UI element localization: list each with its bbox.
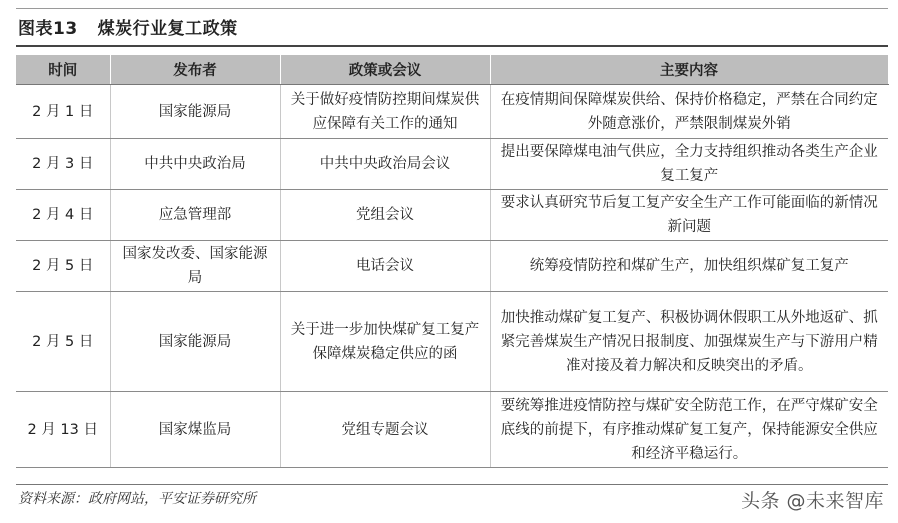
cell-content: 统筹疫情防控和煤矿生产，加快组织煤矿复工复产	[490, 241, 888, 292]
header-publisher: 发布者	[110, 55, 280, 85]
header-date: 时间	[16, 55, 110, 85]
figure-caption: 煤炭行业复工政策	[97, 19, 238, 39]
cell-content: 加快推动煤矿复工复产、积极协调休假职工从外地返矿、抓紧完善煤炭生产情况日报制度、加强煤炭生产与下游用户精准对接及着力解决和反映突出的矛盾。	[490, 292, 888, 392]
cell-content: 要求认真研究节后复工复产安全生产工作可能面临的新情况新问题	[490, 190, 888, 241]
table-row	[16, 85, 888, 139]
cell-content: 在疫情期间保障煤炭供给、保持价格稳定，严禁在合同约定外随意涨价，严禁限制煤炭外销	[490, 85, 888, 139]
cell-date: 2 月 1 日	[16, 85, 110, 139]
source-note: 资料来源：政府网站，平安证券研究所	[18, 491, 256, 507]
cell-publisher: 国家发改委、国家能源局	[110, 241, 280, 292]
cell-date: 2 月 5 日	[16, 241, 110, 292]
top-rule	[16, 8, 888, 9]
header-content: 主要内容	[490, 55, 888, 85]
cell-policy: 中共中央政治局会议	[280, 139, 490, 190]
cell-policy: 关于进一步加快煤矿复工复产保障煤炭稳定供应的函	[280, 292, 490, 392]
table-row	[16, 190, 888, 241]
cell-policy: 关于做好疫情防控期间煤炭供应保障有关工作的通知	[280, 85, 490, 139]
cell-policy: 党组会议	[280, 190, 490, 241]
watermark: 头条 @未来智库	[740, 490, 884, 512]
cell-publisher: 应急管理部	[110, 190, 280, 241]
cell-content: 要统筹推进疫情防控与煤矿安全防范工作，在严守煤矿安全底线的前提下，有序推动煤矿复工复产，保持能源安全供应和经济平稳运行。	[490, 392, 888, 468]
source-rule	[16, 484, 888, 485]
cell-content: 提出要保障煤电油气供应，全力支持组织推动各类生产企业复工复产	[490, 139, 888, 190]
cell-date: 2 月 5 日	[16, 292, 110, 392]
figure-number: 图表13	[18, 19, 78, 39]
cell-publisher: 国家煤监局	[110, 392, 280, 468]
cell-publisher: 中共中央政治局	[110, 139, 280, 190]
header-policy: 政策或会议	[280, 55, 490, 85]
table-row	[16, 292, 888, 392]
cell-publisher: 国家能源局	[110, 85, 280, 139]
cell-publisher: 国家能源局	[110, 292, 280, 392]
table-header-row	[16, 55, 888, 85]
table-row	[16, 241, 888, 292]
cell-date: 2 月 4 日	[16, 190, 110, 241]
policy-table	[16, 55, 889, 468]
cell-date: 2 月 3 日	[16, 139, 110, 190]
table-row	[16, 392, 888, 468]
cell-policy: 电话会议	[280, 241, 490, 292]
cell-policy: 党组专题会议	[280, 392, 490, 468]
cell-date: 2 月 13 日	[16, 392, 110, 468]
title-rule	[16, 45, 888, 47]
figure-title	[18, 14, 238, 39]
table-row	[16, 139, 888, 190]
